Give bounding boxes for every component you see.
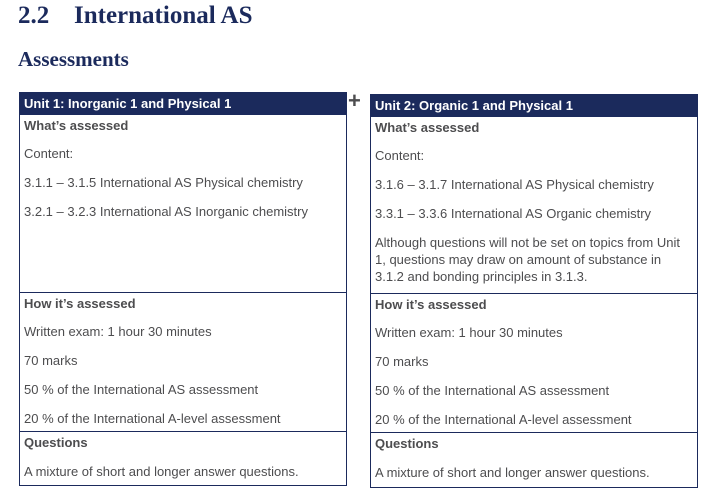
unit-1-as-weight: 50 % of the International AS assessment	[24, 382, 259, 397]
plus-connector: +	[348, 88, 361, 113]
unit-2-whats-assessed-title: What’s assessed	[375, 120, 480, 135]
unit-1-header: Unit 1: Inorganic 1 and Physical 1	[20, 93, 346, 115]
unit-2-exam-duration: Written exam: 1 hour 30 minutes	[375, 325, 563, 340]
unit-2-how-assessed	[371, 294, 697, 433]
unit-2-table	[370, 94, 698, 488]
section-title: International AS	[74, 2, 253, 29]
unit-2-questions	[371, 433, 697, 481]
unit-2-header: Unit 2: Organic 1 and Physical 1	[371, 95, 697, 117]
unit-1-marks: 70 marks	[24, 353, 78, 368]
unit-2-how-assessed-title: How it’s assessed	[375, 297, 487, 312]
unit-1-alevel-weight: 20 % of the International A-level assessment	[24, 411, 281, 426]
unit-2-as-weight: 50 % of the International AS assessment	[375, 383, 610, 398]
unit-2-questions-title: Questions	[375, 436, 439, 451]
unit-1-whats-assessed	[20, 115, 346, 293]
unit-1-how-assessed	[20, 293, 346, 432]
unit-2-content-item: 3.3.1 – 3.3.6 International AS Organic chemistry	[375, 206, 652, 221]
section-heading	[18, 2, 253, 30]
unit-1-table	[19, 92, 347, 486]
unit-2-questions-text: A mixture of short and longer answer questions.	[375, 465, 650, 480]
unit-1-questions-title: Questions	[24, 435, 88, 450]
unit-1-questions-text: A mixture of short and longer answer questions.	[24, 464, 299, 479]
unit-1-content-item: 3.2.1 – 3.2.3 International AS Inorganic chemistry	[24, 204, 309, 219]
unit-2-content-label: Content:	[375, 148, 425, 163]
unit-2-content-note: Although questions will not be set on topics from Unit 1, questions may draw on amount of substance in 3.1.2 and bonding principles in 3.1.3.	[375, 235, 680, 284]
unit-1-questions	[20, 432, 346, 480]
unit-2-marks: 70 marks	[375, 354, 429, 369]
unit-1-content-item: 3.1.1 – 3.1.5 International AS Physical chemistry	[24, 175, 303, 190]
unit-1-whats-assessed-title: What’s assessed	[24, 118, 129, 133]
unit-1-content-label: Content:	[24, 146, 74, 161]
unit-2-whats-assessed	[371, 117, 697, 294]
unit-2-alevel-weight: 20 % of the International A-level assessment	[375, 412, 632, 427]
unit-2-content-item: 3.1.6 – 3.1.7 International AS Physical chemistry	[375, 177, 654, 192]
section-number: 2.2	[18, 2, 50, 29]
unit-1-how-assessed-title: How it’s assessed	[24, 296, 136, 311]
unit-1-exam-duration: Written exam: 1 hour 30 minutes	[24, 324, 212, 339]
assessments-subheading: Assessments	[18, 47, 129, 71]
